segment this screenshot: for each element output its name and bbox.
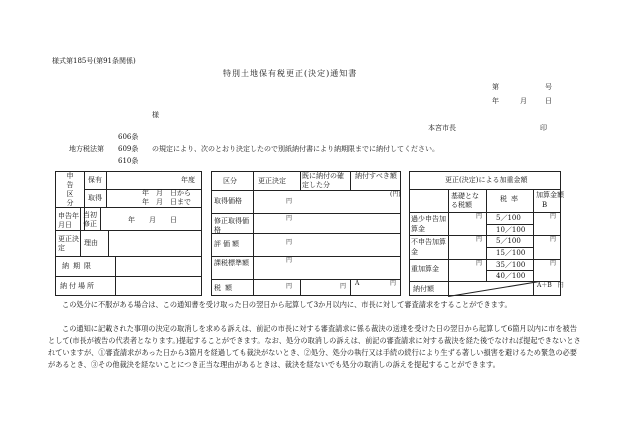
row-kasho-shinkoku: 過少申告加算金: [411, 215, 446, 233]
yen-unit: 円: [286, 257, 293, 264]
issuer-name: 本宮市長: [428, 124, 456, 132]
mid-header-due: 納付すべき額: [355, 172, 397, 180]
col-rate: 税率: [500, 195, 522, 203]
rate-kasho-2: 10／100: [496, 226, 526, 234]
date-month: 月: [520, 97, 527, 105]
row-hyouka-gaku: 評価額: [214, 240, 241, 248]
period-from: 年 月 日から: [142, 189, 191, 197]
note-appeal: この処分に不服がある場合は、この通知書を受け取った日の翌日から起算して3か月以内に、市長に対して審査請求をすることができます。: [62, 300, 512, 309]
mid-header-paid: 既に納付の確定した分: [302, 172, 344, 189]
yen-unit: 円: [286, 239, 293, 246]
nouhu-basho-label: 納付場所: [60, 282, 96, 290]
rate-kasho-1: 5／100: [496, 214, 521, 222]
article-610: 610条: [118, 157, 139, 165]
law-prefix: 地方税法第: [69, 145, 104, 153]
shinkoku-date-value: 年 月 日: [128, 216, 177, 224]
yen-unit: 円: [550, 260, 557, 267]
hoyu-label: 保有: [88, 176, 102, 184]
nendo-label: 年度: [181, 176, 195, 184]
row-shusei-shutoku-kakaku: 修正取得価格: [214, 217, 249, 234]
mid-header-kubun: 区分: [223, 177, 237, 185]
recipient-honorific: 様: [152, 111, 159, 119]
right-table-title: 更正(決定)による加重金額: [445, 176, 528, 184]
yen-unit: 円: [286, 215, 293, 222]
yen-unit: 円: [550, 236, 557, 243]
category-label: 申告区分: [66, 172, 74, 207]
shusei-label: 修正: [83, 220, 97, 228]
yen-unit: 円: [340, 283, 347, 290]
rate-fushinkoku-2: 15／100: [496, 249, 526, 257]
riyuu-label: 理由: [84, 239, 98, 247]
date-day: 日: [545, 97, 552, 105]
row-shutoku-kakaku: 取得価格: [214, 197, 242, 205]
form-number: 様式第185号(第91条関係): [52, 57, 136, 65]
col-base-tax: 基礎となる税額: [451, 192, 479, 209]
yen-unit: 円: [476, 236, 483, 243]
shinkoku-date-label: 申告年月日: [58, 212, 79, 229]
note-lawsuit: この通知に記載された事項の決定の取消しを求める訴えは、前記の市長に対する審査請求に係る裁決の送達を受けた日の翌日から起算して6箇月以内に市を被告として(市長が被告の代表者となります。)提起することができます。なお、処分の取消しの訴えは、前記の審査請求に対する裁決を経た後でなければ提起できないとされていますが、①審査請求があった日から3箇月を経過しても裁決がないとき、②処分、処分の執行又は手続の続行により生ずる著しい損害を避けるため緊急の必要があるとき、③その他裁決を経ないことにつき正当な理由があるときは、裁決を経ないでも処分の取消しの訴えを提起することができます。: [48, 324, 581, 369]
rate-juu-1: 35／100: [496, 261, 526, 269]
seal-mark: 印: [540, 124, 547, 132]
yen-unit: 円: [286, 283, 293, 290]
mid-due-paren-yen: (円): [390, 191, 401, 198]
yen-unit: 円: [550, 213, 557, 220]
col-amount: 加算金額: [536, 191, 564, 199]
a-mark: A: [355, 280, 360, 287]
col-b: B: [542, 201, 548, 209]
document-title: 特別土地保有税更正(決定)通知書: [223, 69, 358, 78]
rate-juu-2: 40／100: [496, 272, 526, 280]
rate-fushinkoku-1: 5／100: [496, 237, 521, 245]
number-suffix: 号: [545, 83, 552, 91]
number-label: 第: [492, 83, 499, 91]
article-606: 606条: [118, 133, 139, 141]
row-juu-kasan: 重加算金: [411, 265, 439, 273]
yen-unit: 円: [286, 198, 293, 205]
yen-unit: 円: [476, 213, 483, 220]
law-text: の規定により、次のとおり決定したので別紙納付書により納期限までに納付してください。: [152, 145, 439, 153]
yen-unit: 円: [390, 280, 397, 287]
shutoku-label: 取得: [88, 194, 102, 202]
nouki-gen-label: 納期限: [62, 262, 95, 270]
row-kazei-hyoujun: 課税標準額: [214, 259, 249, 267]
period-to: 年 月 日まで: [142, 198, 191, 206]
toushou-label: 当初: [83, 211, 97, 219]
row-zeigaku: 税額: [214, 284, 236, 292]
date-year: 年: [492, 97, 499, 105]
kousei-kettei-label: 更正決定: [58, 235, 79, 252]
row-fushinkoku: 不申告加算金: [411, 238, 446, 256]
yen-unit: 円: [476, 260, 483, 267]
nouhu-gaku-label: 納付額: [413, 285, 434, 293]
mid-header-kousei: 更正決定: [258, 177, 286, 185]
article-609: 609条: [118, 145, 139, 153]
a-plus-b: A＋B 円: [537, 282, 564, 289]
